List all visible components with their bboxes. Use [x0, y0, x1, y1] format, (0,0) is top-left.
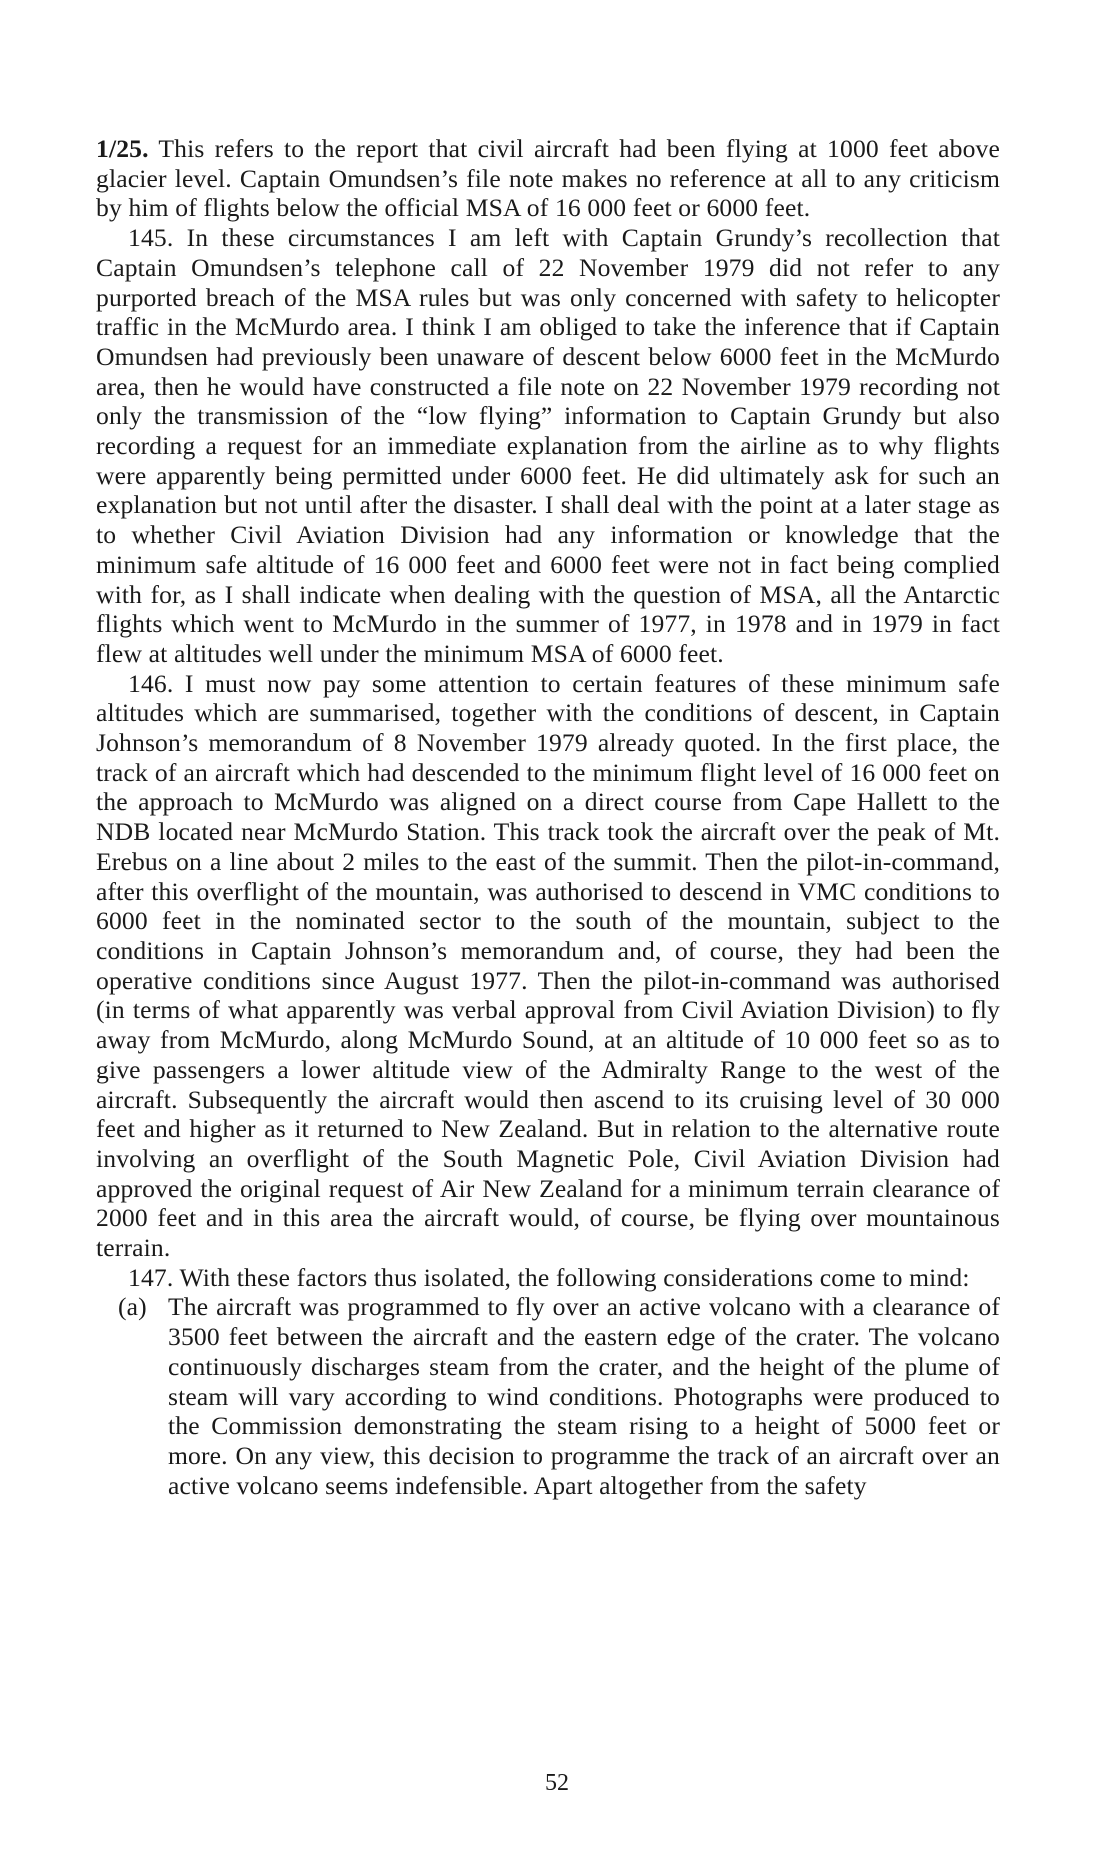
paragraph-number: 146.: [128, 668, 174, 698]
considerations-list: [96, 1292, 1000, 1500]
paragraph-fragment-1-25: [96, 134, 1000, 223]
paragraph-number: 147.: [128, 1262, 174, 1292]
list-item-text: The aircraft was programmed to fly over an active volcano with a clearance of 3500 feet between the aircraft and the eastern edge of the crater. The volcano continuously discharges steam from the crater, and the height of the plume of steam will vary according to wind conditions. Photographs were produced to the Commission demonstrating the steam rising to a height of 5000 feet or more. On any view, this decision to programme the track of an aircraft over an active volcano seems indefensible. Apart altogether from the safety: [168, 1292, 1000, 1500]
paragraph-147: [96, 1263, 1000, 1293]
paragraph-number: 145.: [128, 223, 174, 253]
page-body: [96, 134, 1000, 1500]
page-number: 52: [545, 1770, 569, 1796]
paragraph-text: This refers to the report that civil aircraft had been flying at 1000 feet above glacier level. Captain Omundsen’s file note makes no reference at all to any criticism by him of flights below the official MSA of 16 000 feet or 6000 feet.: [96, 134, 1000, 223]
list-marker: (a): [118, 1292, 147, 1322]
paragraph-text: In these circumstances I am left with Captain Grundy’s recollection that Captain Omundsen’s telephone call of 22 November 1979 did not refer to any purported breach of the MSA rules but was only concerned with safety to helicopter traffic in the McMurdo area. I think I am obliged to take the inference that if Captain Omundsen had previously been unaware of descent below 6000 feet in the McMurdo area, then he would have constructed a file note on 22 November 1979 recording not only the transmission of the “low flying” information to Captain Grundy but also recording a request for an immediate explanation from the airline as to why flights were apparently being permitted under 6000 feet. He did ultimately ask for such an explanation but not until after the disaster. I shall deal with the point at a later stage as to whether Civil Aviation Division had any information or knowledge that the minimum safe altitude of 16 000 feet and 6000 feet were not in fact being complied with for, as I shall indicate when dealing with the question of MSA, all the Antarctic flights which went to McMurdo in the summer of 1977, in 1978 and in 1979 in fact flew at altitudes well under the minimum MSA of 6000 feet.: [96, 223, 1000, 668]
paragraph-text: I must now pay some attention to certain features of these minimum safe altitudes which are summarised, together with the conditions of descent, in Captain Johnson’s memorandum of 8 November 1979 already quoted. In the first place, the track of an aircraft which had descended to the minimum flight level of 16 000 feet on the approach to McMurdo was aligned on a direct course from Cape Hallett to the NDB located near McMurdo Station. This track took the aircraft over the peak of Mt. Erebus on a line about 2 miles to the east of the summit. Then the pilot-in-command, after this overflight of the mountain, was authorised to descend in VMC conditions to 6000 feet in the nominated sector to the south of the mountain, subject to the conditions in Captain Johnson’s memorandum and, of course, they had been the operative conditions since August 1977. Then the pilot-in-command was authorised (in terms of what apparently was verbal approval from Civil Aviation Division) to fly away from McMurdo, along McMurdo Sound, at an altitude of 10 000 feet so as to give passengers a lower altitude view of the Admiralty Range to the west of the aircraft. Subsequently the aircraft would then ascend to its cruising level of 30 000 feet and higher as it returned to New Zealand. But in relation to the alternative route involving an overflight of the South Magnetic Pole, Civil Aviation Division had approved the original request of Air New Zealand for a minimum terrain clearance of 2000 feet and in this area the aircraft would, of course, be flying over mountainous terrain.: [96, 668, 1000, 1263]
paragraph-text: With these factors thus isolated, the following considerations come to mind:: [179, 1262, 970, 1292]
list-item: [96, 1292, 1000, 1500]
paragraph-145: [96, 223, 1000, 669]
paragraph-number: 1/25.: [96, 134, 149, 163]
paragraph-146: [96, 669, 1000, 1263]
